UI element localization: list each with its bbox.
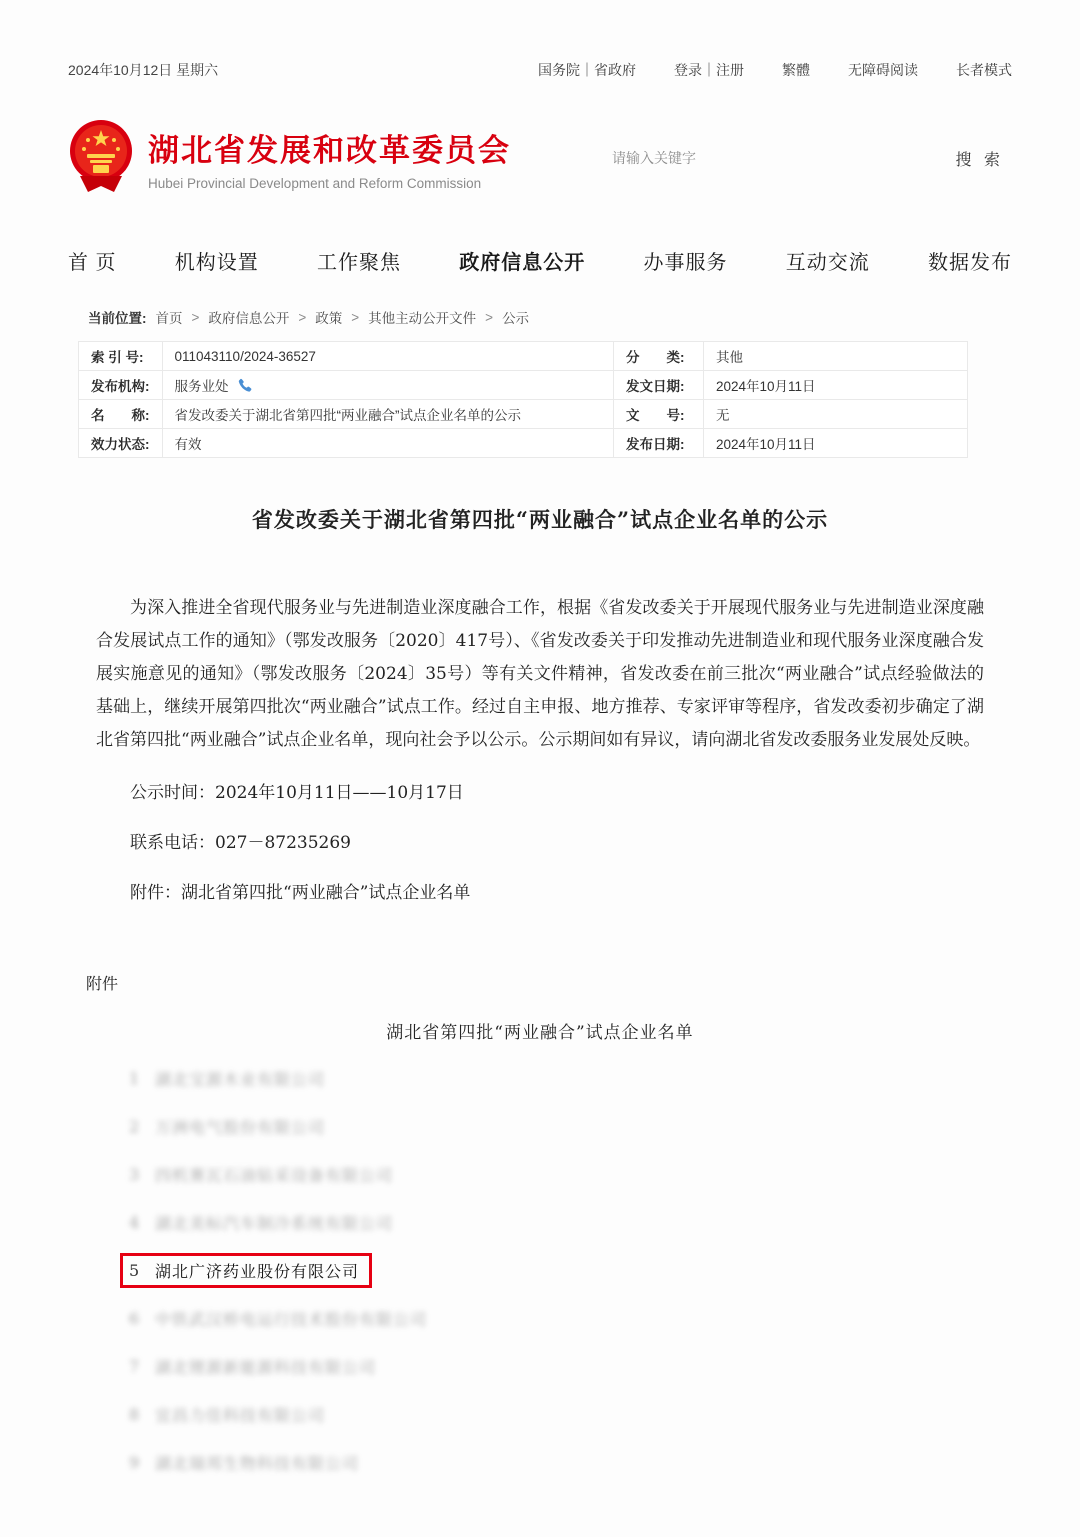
breadcrumb-gov-info[interactable]: 政府信息公开 (208, 311, 290, 326)
site-name-english: Hubei Provincial Development and Reform Commission (148, 176, 482, 191)
document-title: 省发改委关于湖北省第四批“两业融合”试点企业名单的公示 (251, 507, 829, 532)
meta-value-publish-date: 2024年10月11日 (703, 429, 967, 458)
nav-item-interaction[interactable]: 互动交流 (785, 252, 870, 274)
meta-label-validity-status: 效力状态: (79, 429, 163, 458)
list-item-box (120, 1349, 389, 1384)
breadcrumb (88, 307, 1012, 327)
list-item (120, 1399, 1012, 1429)
link-login-register[interactable]: 登录｜注册 (674, 62, 744, 78)
national-emblem-icon (68, 118, 134, 198)
meta-value-title: 省发改委关于湖北省第四批“两业融合”试点企业名单的公示 (162, 400, 614, 429)
attachment-section-label: 附件 (86, 974, 119, 993)
list-item-number: 3 (129, 1164, 140, 1184)
link-elder-mode[interactable]: 长者模式 (956, 62, 1012, 78)
meta-label-doc-number: 文 号: (614, 400, 704, 429)
document-meta-table (78, 341, 968, 458)
nav-item-data-release[interactable]: 数据发布 (927, 252, 1012, 274)
breadcrumb-separator: > (351, 309, 360, 325)
nav-item-organization[interactable]: 机构设置 (174, 252, 259, 274)
list-item-number: 4 (129, 1212, 140, 1232)
list-item-number: 9 (129, 1452, 140, 1472)
search-bar (612, 147, 1012, 170)
list-item-box (120, 1205, 406, 1240)
site-header (68, 118, 1012, 198)
search-input[interactable] (612, 150, 892, 166)
main-navigation (68, 232, 1012, 293)
attachment-list (120, 1063, 1012, 1477)
publicity-time-line: 公示时间：2024年10月11日——10月17日 (130, 783, 464, 803)
top-utility-bar (68, 0, 1012, 80)
breadcrumb-home[interactable]: 首页 (155, 311, 183, 326)
top-links (538, 60, 1012, 80)
table-row (79, 342, 968, 371)
list-item-number: 8 (129, 1404, 140, 1424)
list-item (120, 1159, 1012, 1189)
company-name: 湖北锂源新能源科技有限公司 (155, 1357, 377, 1377)
company-name: 湖北宝源木业有限公司 (155, 1069, 326, 1089)
nav-item-home[interactable]: 首 页 (68, 252, 117, 274)
list-item-box (120, 1397, 338, 1432)
list-item-number: 1 (129, 1068, 140, 1088)
meta-value-doc-number: 无 (703, 400, 967, 429)
nav-item-gov-info-disclosure[interactable]: 政府信息公开 (459, 252, 586, 274)
company-name: 宜昌力佳科技有限公司 (155, 1405, 326, 1425)
meta-label-category: 分 类: (614, 342, 704, 371)
company-name: 湖北美标汽车制冷系统有限公司 (155, 1213, 394, 1233)
company-name: 湖北广济药业股份有限公司 (155, 1261, 360, 1281)
table-row (79, 400, 968, 429)
meta-value-index-number: 011043110/2024-36527 (162, 342, 614, 371)
list-item-box (120, 1253, 372, 1288)
list-item-box (120, 1109, 338, 1144)
list-item (120, 1255, 1012, 1285)
list-item-box (120, 1061, 338, 1096)
nav-item-services[interactable]: 办事服务 (643, 252, 728, 274)
breadcrumb-announcement[interactable]: 公示 (502, 311, 530, 326)
document-paragraph: 为深入推进全省现代服务业与先进制造业深度融合工作，根据《省发改委关于开展现代服务业与先进制造业深度融合发展试点工作的通知》（鄂发改服务〔2020〕417号）、《省发改委关于印发推动先进制造业和现代服务业深度融合发展实施意见的通知》（鄂发改服务〔2024〕35号）等有关文件精神，省发改委在前三批次“两业融合”试点经验做法的基础上，继续开展第四批次“两业融合”试点工作。经过自主申报、地方推荐、专家评审等程序，省发改委初步确定了湖北省第四批“两业融合”试点企业名单，现向社会予以公示。公示期间如有异议，请向湖北省发改委服务业发展处反映。 (96, 598, 984, 750)
list-item-number: 6 (129, 1308, 140, 1328)
meta-value-category: 其他 (703, 342, 967, 371)
site-name: 湖北省发展和改革委员会 (148, 133, 511, 168)
breadcrumb-separator: > (485, 309, 494, 325)
meta-value-issuing-agency (162, 371, 614, 400)
list-item (120, 1063, 1012, 1093)
company-name: 万洲电气股份有限公司 (155, 1117, 326, 1137)
link-traditional-chinese[interactable]: 繁體 (782, 62, 810, 78)
phone-icon[interactable] (237, 378, 252, 396)
agency-name: 服务业处 (174, 378, 229, 394)
link-accessibility[interactable]: 无障碍阅读 (848, 62, 918, 78)
company-name: 湖北瑞邦生物科技有限公司 (155, 1453, 360, 1473)
breadcrumb-other-public-files[interactable]: 其他主动公开文件 (368, 311, 477, 326)
attachment-reference-line[interactable]: 附件：湖北省第四批“两业融合”试点企业名单 (130, 883, 471, 903)
list-item-box (120, 1445, 372, 1480)
meta-value-issue-date: 2024年10月11日 (703, 371, 967, 400)
breadcrumb-policy[interactable]: 政策 (315, 311, 343, 326)
breadcrumb-separator: > (191, 309, 200, 325)
meta-label-index-number: 索 引 号: (79, 342, 163, 371)
link-gov-portals[interactable]: 国务院｜省政府 (538, 62, 636, 78)
meta-label-publish-date: 发布日期: (614, 429, 704, 458)
breadcrumb-separator: > (298, 309, 307, 325)
list-item (120, 1207, 1012, 1237)
document-content (68, 504, 1012, 907)
company-name: 四机赛瓦石油钻采设备有限公司 (155, 1165, 394, 1185)
list-item-number: 2 (129, 1116, 140, 1136)
list-item (120, 1447, 1012, 1477)
current-date: 2024年10月12日 星期六 (68, 62, 219, 78)
list-item-number: 7 (129, 1356, 140, 1376)
list-item (120, 1303, 1012, 1333)
list-item (120, 1111, 1012, 1141)
meta-label-issuing-agency: 发布机构: (79, 371, 163, 400)
table-row (79, 429, 968, 458)
site-logo[interactable] (68, 118, 511, 198)
contact-phone-line: 联系电话：027－87235269 (130, 833, 351, 853)
company-name: 中铁武汉桥电运行技术股份有限公司 (155, 1309, 428, 1329)
list-item-box (120, 1157, 406, 1192)
breadcrumb-prefix: 当前位置: (88, 311, 147, 326)
meta-value-validity-status: 有效 (162, 429, 614, 458)
list-item (120, 1351, 1012, 1381)
attachment-list-title: 湖北省第四批“两业融合”试点企业名单 (386, 1023, 694, 1043)
list-item-number: 5 (129, 1260, 140, 1280)
meta-label-title: 名 称: (79, 400, 163, 429)
list-item-box (120, 1301, 440, 1336)
search-button[interactable]: 搜 索 (956, 147, 1004, 170)
table-row (79, 371, 968, 400)
nav-item-work-focus[interactable]: 工作聚焦 (317, 252, 402, 274)
meta-label-issue-date: 发文日期: (614, 371, 704, 400)
